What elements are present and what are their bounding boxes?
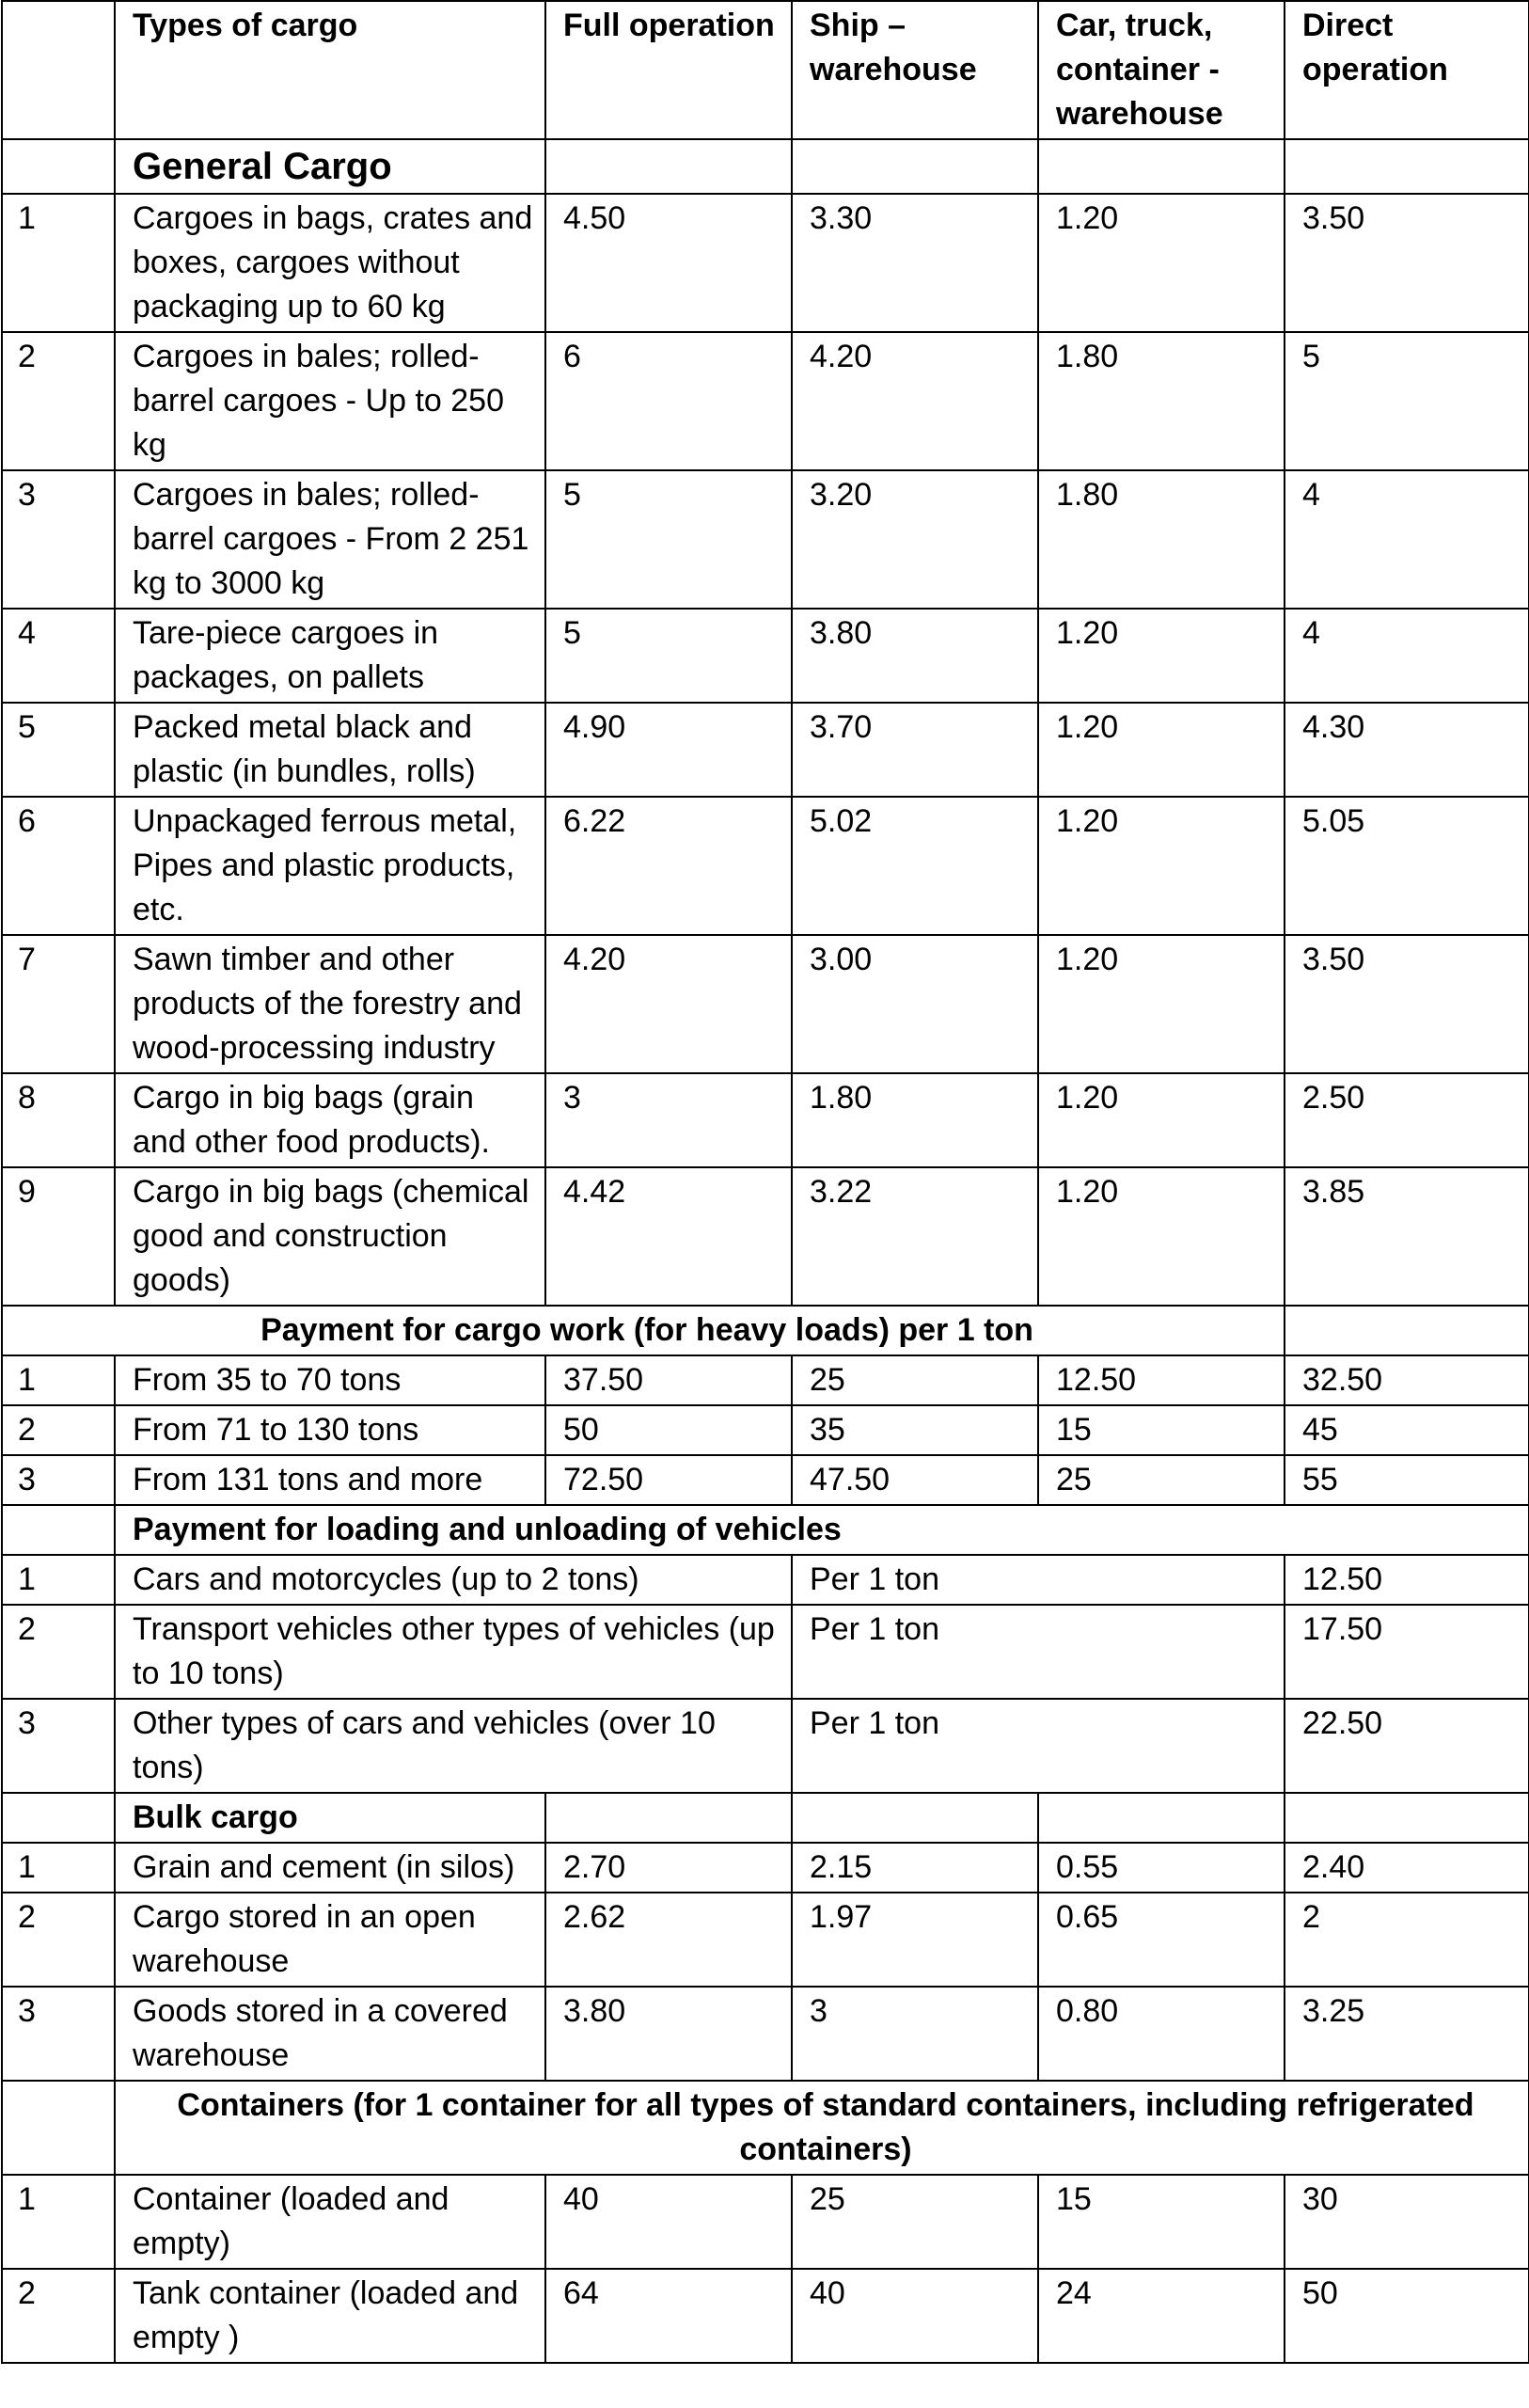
car-value: 1.20 [1038, 703, 1285, 797]
car-value: 0.65 [1038, 1893, 1285, 1987]
row-num: 3 [2, 1455, 115, 1505]
full-value: 50 [545, 1405, 792, 1455]
section-title: Payment for cargo work (for heavy loads) per 1 ton [2, 1306, 1285, 1355]
direct-value: 55 [1285, 1455, 1529, 1505]
cargo-tariff-table [1, 0, 1529, 2364]
full-value: 4.42 [545, 1167, 792, 1306]
empty-cell [1038, 139, 1285, 194]
table-row [2, 935, 1529, 1073]
full-value: 5 [545, 470, 792, 609]
direct-value: 22.50 [1285, 1699, 1529, 1793]
car-value: 25 [1038, 1455, 1285, 1505]
ship-value: 2.15 [792, 1843, 1038, 1893]
unit-value: Per 1 ton [792, 1605, 1285, 1699]
row-num: 1 [2, 2175, 115, 2269]
table-row [2, 194, 1529, 332]
table-row [2, 609, 1529, 703]
direct-value: 4 [1285, 470, 1529, 609]
direct-value: 5.05 [1285, 797, 1529, 935]
full-value: 64 [545, 2269, 792, 2363]
full-value: 3 [545, 1073, 792, 1167]
direct-value: 3.25 [1285, 1987, 1529, 2081]
empty-cell [1285, 139, 1529, 194]
row-num: 7 [2, 935, 115, 1073]
table-row [2, 470, 1529, 609]
full-value: 40 [545, 2175, 792, 2269]
table-row [2, 1605, 1529, 1699]
row-num: 6 [2, 797, 115, 935]
ship-value: 35 [792, 1405, 1038, 1455]
table-row [2, 1355, 1529, 1405]
unit-value: Per 1 ton [792, 1699, 1285, 1793]
cargo-type: Grain and cement (in silos) [115, 1843, 545, 1893]
cargo-type: Tare-piece cargoes in packages, on pallets [115, 609, 545, 703]
full-value: 3.80 [545, 1987, 792, 2081]
cargo-type: Container (loaded and empty) [115, 2175, 545, 2269]
table-row [2, 1405, 1529, 1455]
row-num: 1 [2, 1355, 115, 1405]
empty-cell [2, 1793, 115, 1843]
full-value: 6.22 [545, 797, 792, 935]
car-value: 1.80 [1038, 332, 1285, 470]
row-num: 3 [2, 1699, 115, 1793]
direct-value: 4 [1285, 609, 1529, 703]
table-row [2, 1843, 1529, 1893]
row-num: 1 [2, 1555, 115, 1605]
direct-value: 2.50 [1285, 1073, 1529, 1167]
empty-cell [1285, 1793, 1529, 1843]
cargo-type: Sawn timber and other products of the forestry and wood-processing industry [115, 935, 545, 1073]
empty-cell [545, 139, 792, 194]
cargo-type: Cargoes in bags, crates and boxes, cargoes without packaging up to 60 kg [115, 194, 545, 332]
row-num: 4 [2, 609, 115, 703]
car-value: 12.50 [1038, 1355, 1285, 1405]
table-row [2, 1555, 1529, 1605]
car-value: 15 [1038, 2175, 1285, 2269]
ship-value: 3 [792, 1987, 1038, 2081]
header-row [2, 1, 1529, 139]
vehicle-type: Other types of cars and vehicles (over 10 tons) [115, 1699, 792, 1793]
direct-value: 45 [1285, 1405, 1529, 1455]
car-value: 0.55 [1038, 1843, 1285, 1893]
direct-value: 2.40 [1285, 1843, 1529, 1893]
direct-value: 5 [1285, 332, 1529, 470]
car-value: 1.20 [1038, 797, 1285, 935]
table-row [2, 2175, 1529, 2269]
header-direct-operation: Direct operation [1285, 1, 1529, 139]
car-value: 1.20 [1038, 1073, 1285, 1167]
header-num [2, 1, 115, 139]
ship-value: 40 [792, 2269, 1038, 2363]
cargo-type: Cargo stored in an open warehouse [115, 1893, 545, 1987]
direct-value: 12.50 [1285, 1555, 1529, 1605]
header-ship-warehouse: Ship – warehouse [792, 1, 1038, 139]
header-full-operation: Full operation [545, 1, 792, 139]
empty-cell [545, 1793, 792, 1843]
empty-cell [2, 2081, 115, 2175]
cargo-type: Cargo in big bags (chemical good and construction goods) [115, 1167, 545, 1306]
cargo-type: Cargoes in bales; rolled-barrel cargoes - Up to 250 kg [115, 332, 545, 470]
cargo-type: From 35 to 70 tons [115, 1355, 545, 1405]
row-num: 1 [2, 194, 115, 332]
unit-value: Per 1 ton [792, 1555, 1285, 1605]
ship-value: 3.80 [792, 609, 1038, 703]
car-value: 1.80 [1038, 470, 1285, 609]
ship-value: 3.22 [792, 1167, 1038, 1306]
cargo-type: Cargo in big bags (grain and other food products). [115, 1073, 545, 1167]
empty-cell [2, 1505, 115, 1555]
row-num: 8 [2, 1073, 115, 1167]
ship-value: 3.20 [792, 470, 1038, 609]
full-value: 2.62 [545, 1893, 792, 1987]
table-row [2, 332, 1529, 470]
direct-value: 3.50 [1285, 194, 1529, 332]
full-value: 4.20 [545, 935, 792, 1073]
section-title: General Cargo [115, 139, 545, 194]
full-value: 37.50 [545, 1355, 792, 1405]
ship-value: 1.80 [792, 1073, 1038, 1167]
vehicle-type: Cars and motorcycles (up to 2 tons) [115, 1555, 792, 1605]
ship-value: 5.02 [792, 797, 1038, 935]
section-title: Bulk cargo [115, 1793, 545, 1843]
vehicle-type: Transport vehicles other types of vehicles (up to 10 tons) [115, 1605, 792, 1699]
full-value: 4.50 [545, 194, 792, 332]
table-row [2, 1167, 1529, 1306]
full-value: 6 [545, 332, 792, 470]
empty-cell [792, 139, 1038, 194]
ship-value: 3.70 [792, 703, 1038, 797]
section-title: Payment for loading and unloading of vehicles [115, 1505, 1529, 1555]
direct-value: 17.50 [1285, 1605, 1529, 1699]
row-num: 2 [2, 332, 115, 470]
ship-value: 47.50 [792, 1455, 1038, 1505]
row-num: 2 [2, 1893, 115, 1987]
car-value: 1.20 [1038, 935, 1285, 1073]
ship-value: 3.30 [792, 194, 1038, 332]
car-value: 24 [1038, 2269, 1285, 2363]
direct-value: 4.30 [1285, 703, 1529, 797]
table-row [2, 703, 1529, 797]
direct-value: 2 [1285, 1893, 1529, 1987]
cargo-type: From 71 to 130 tons [115, 1405, 545, 1455]
cargo-type: From 131 tons and more [115, 1455, 545, 1505]
direct-value: 3.50 [1285, 935, 1529, 1073]
empty-cell [2, 139, 115, 194]
ship-value: 4.20 [792, 332, 1038, 470]
row-num: 2 [2, 2269, 115, 2363]
direct-value: 32.50 [1285, 1355, 1529, 1405]
section-vehicles [2, 1505, 1529, 1555]
table-row [2, 1073, 1529, 1167]
row-num: 9 [2, 1167, 115, 1306]
ship-value: 25 [792, 1355, 1038, 1405]
cargo-type: Unpackaged ferrous metal, Pipes and plastic products, etc. [115, 797, 545, 935]
empty-cell [1038, 1793, 1285, 1843]
ship-value: 3.00 [792, 935, 1038, 1073]
cargo-type: Cargoes in bales; rolled-barrel cargoes - From 2 251 kg to 3000 kg [115, 470, 545, 609]
table-row [2, 1987, 1529, 2081]
cargo-type: Packed metal black and plastic (in bundles, rolls) [115, 703, 545, 797]
section-heavy-loads [2, 1306, 1529, 1355]
table-row [2, 1455, 1529, 1505]
full-value: 4.90 [545, 703, 792, 797]
section-title: Containers (for 1 container for all types of standard containers, including refrigerated containers) [115, 2081, 1529, 2175]
table-row [2, 797, 1529, 935]
car-value: 1.20 [1038, 1167, 1285, 1306]
section-containers [2, 2081, 1529, 2175]
ship-value: 25 [792, 2175, 1038, 2269]
car-value: 15 [1038, 1405, 1285, 1455]
cargo-type: Tank container (loaded and empty ) [115, 2269, 545, 2363]
row-num: 3 [2, 470, 115, 609]
empty-cell [1285, 1306, 1529, 1355]
direct-value: 50 [1285, 2269, 1529, 2363]
header-car-warehouse: Car, truck, container - warehouse [1038, 1, 1285, 139]
row-num: 2 [2, 1405, 115, 1455]
car-value: 0.80 [1038, 1987, 1285, 2081]
car-value: 1.20 [1038, 194, 1285, 332]
table-row [2, 1699, 1529, 1793]
table-row [2, 1893, 1529, 1987]
ship-value: 1.97 [792, 1893, 1038, 1987]
direct-value: 3.85 [1285, 1167, 1529, 1306]
full-value: 2.70 [545, 1843, 792, 1893]
direct-value: 30 [1285, 2175, 1529, 2269]
section-bulk-cargo [2, 1793, 1529, 1843]
section-general-cargo [2, 139, 1529, 194]
table-row [2, 2269, 1529, 2363]
row-num: 5 [2, 703, 115, 797]
row-num: 2 [2, 1605, 115, 1699]
row-num: 3 [2, 1987, 115, 2081]
full-value: 5 [545, 609, 792, 703]
cargo-type: Goods stored in a covered warehouse [115, 1987, 545, 2081]
row-num: 1 [2, 1843, 115, 1893]
car-value: 1.20 [1038, 609, 1285, 703]
header-type: Types of cargo [115, 1, 545, 139]
empty-cell [792, 1793, 1038, 1843]
full-value: 72.50 [545, 1455, 792, 1505]
